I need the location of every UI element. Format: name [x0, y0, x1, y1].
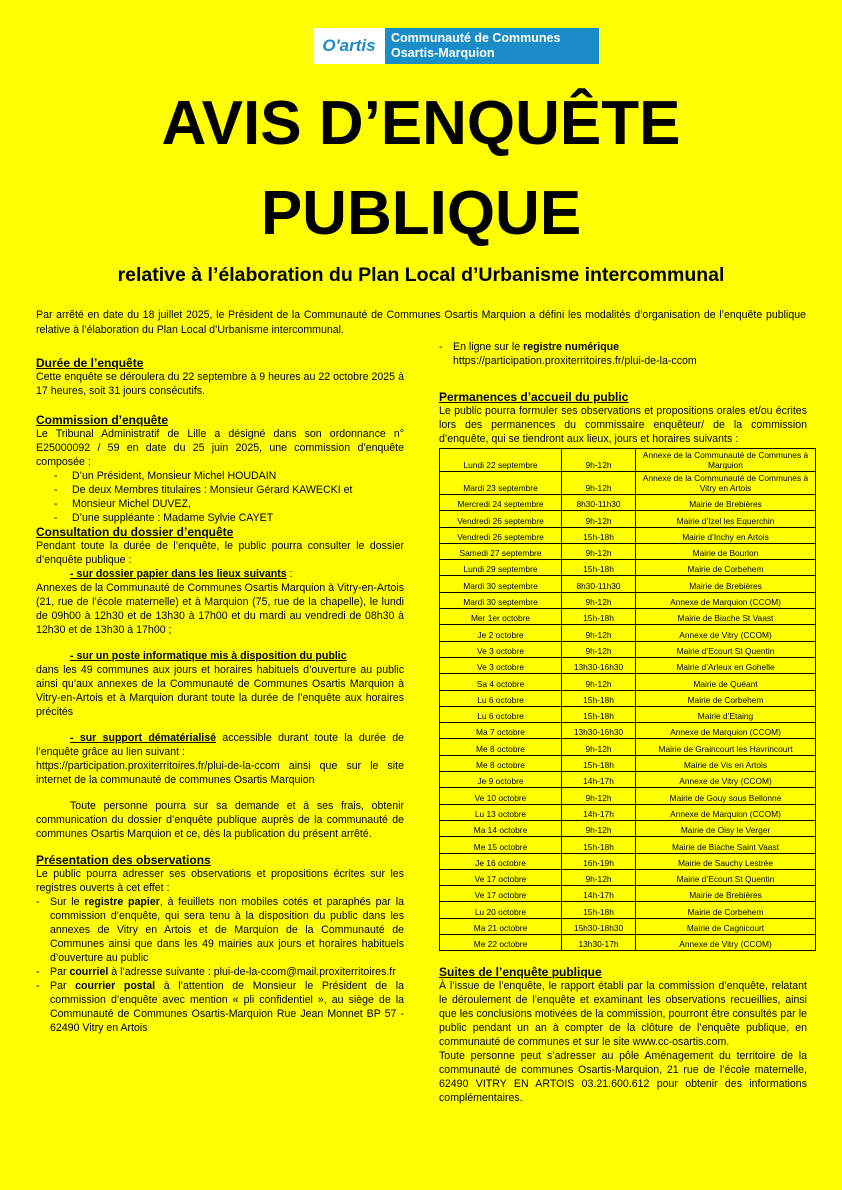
date-cell: Ve 3 octobre [440, 641, 562, 657]
logo-text [385, 31, 560, 61]
location-cell: Annexe de la Communauté de Communes à Vitry en Artois [636, 472, 816, 495]
table-row [440, 592, 816, 608]
date-cell: Samedi 27 septembre [440, 543, 562, 559]
observations-heading: Présentation des observations [36, 853, 211, 867]
hours-cell: 15h-18h [562, 560, 636, 576]
date-cell: Je 2 octobre [440, 625, 562, 641]
table-row [440, 690, 816, 706]
hours-cell: 9h-12h [562, 674, 636, 690]
logo-mark: O'artis [313, 28, 385, 64]
date-cell: Sa 4 octobre [440, 674, 562, 690]
registre-link[interactable]: https://participation.proxiterritoires.fr/plui-de-la-ccom [453, 355, 697, 367]
location-cell: Mairie de Oisy le Verger [636, 820, 816, 836]
member-item: - De deux Membres titulaires : Monsieur Gérard KAWECKI et [36, 483, 404, 497]
location-cell: Mairie de Cagnicourt [636, 918, 816, 934]
date-cell: Mercredi 24 septembre [440, 495, 562, 511]
consultation-heading: Consultation du dossier d’enquête [36, 525, 234, 539]
hours-cell: 15h30-18h30 [562, 918, 636, 934]
hours-cell: 14h-17h [562, 886, 636, 902]
paper-label: - sur dossier papier dans les lieux suivants [70, 568, 287, 580]
location-cell: Mairie de Gouy sous Bellonne [636, 788, 816, 804]
date-cell: Ve 10 octobre [440, 788, 562, 804]
hours-cell: 9h-12h [562, 641, 636, 657]
table-row [440, 772, 816, 788]
table-row [440, 657, 816, 673]
date-cell: Ve 3 octobre [440, 657, 562, 673]
location-cell: Mairie de Brebières [636, 576, 816, 592]
hours-cell: 9h-12h [562, 449, 636, 472]
date-cell: Me 22 octobre [440, 935, 562, 951]
location-cell: Mairie de Quéant [636, 674, 816, 690]
date-cell: Me 8 octobre [440, 755, 562, 771]
location-cell: Mairie de Biache Saint Vaast [636, 837, 816, 853]
suites-heading: Suites de l’enquête publique [439, 965, 602, 980]
table-row [440, 472, 816, 495]
observation-item-email: - Par courriel à l’adresse suivante : plui-de-la-ccom@mail.proxiterritoires.fr [36, 965, 404, 979]
hours-cell: 13h30-16h30 [562, 723, 636, 739]
hours-cell: 14h-17h [562, 772, 636, 788]
table-row [440, 723, 816, 739]
date-cell: Ve 17 octobre [440, 869, 562, 885]
hours-cell: 16h-19h [562, 853, 636, 869]
hours-cell: 9h-12h [562, 820, 636, 836]
table-row [440, 837, 816, 853]
location-cell: Mairie d’Inchy en Artois [636, 527, 816, 543]
location-cell: Annexe de Marquion (CCOM) [636, 804, 816, 820]
dema-label: - sur support dématérialisé [70, 732, 217, 744]
table-row [440, 935, 816, 951]
dema-link[interactable]: https://participation.proxiterritoires.fr/plui-de-la-ccom ainsi que sur le site internet de la communauté de communes Osartis Marquion [36, 760, 404, 786]
table-row [440, 869, 816, 885]
suites-text2: Toute personne peut s’adresser au pôle Aménagement du territoire de la communauté de communes Osartis-Marquion, 21 rue de l’école maternelle, 62490 VITRY EN ARTOIS 03.21.600.612 pour obtenir des informations complémentaires. [439, 1050, 807, 1105]
date-cell: Je 9 octobre [440, 772, 562, 788]
location-cell: Mairie d’Izel les Equerchin [636, 511, 816, 527]
hours-cell: 9h-12h [562, 543, 636, 559]
hours-cell: 15h-18h [562, 609, 636, 625]
poste-text: dans les 49 communes aux jours et horaires habituels d’ouverture au public ainsi qu’aux annexes de la Communauté de Communes Osartis Marquion à Vitry-en-Artois et à Marquion durant toute la durée de l’enquête aux horaires précités [36, 664, 404, 718]
date-cell: Mardi 30 septembre [440, 576, 562, 592]
table-row [440, 449, 816, 472]
date-cell: Me 15 octobre [440, 837, 562, 853]
toute-personne: Toute personne pourra sur sa demande et à ses frais, obtenir communication du dossier d’enquête publique auprès de la communauté de communes Osartis Marquion et ce, dès la publication du présent arrêté. [36, 800, 404, 840]
location-cell: Annexe de Marquion (CCOM) [636, 723, 816, 739]
permanences-heading: Permanences d’accueil du public [439, 390, 629, 404]
date-cell: Ve 17 octobre [440, 886, 562, 902]
hours-cell: 15h-18h [562, 902, 636, 918]
duree-text: Cette enquête se déroulera du 22 septembre à 9 heures au 22 octobre 2025 à 17 heures, soit 31 jours consécutifs. [36, 371, 404, 397]
hours-cell: 15h-18h [562, 755, 636, 771]
date-cell: Lundi 29 septembre [440, 560, 562, 576]
table-row [440, 576, 816, 592]
date-cell: Ma 21 octobre [440, 918, 562, 934]
table-row [440, 755, 816, 771]
table-row [440, 706, 816, 722]
poste-label: - sur un poste informatique mis à disposition du public [70, 650, 347, 662]
table-row [440, 641, 816, 657]
location-cell: Mairie de Sauchy Lestrée [636, 853, 816, 869]
logo-line2: Osartis-Marquion [391, 46, 495, 60]
table-row [440, 788, 816, 804]
date-cell: Lu 13 octobre [440, 804, 562, 820]
location-cell: Mairie de Brebières [636, 886, 816, 902]
location-cell: Annexe de la Communauté de Communes à Marquion [636, 449, 816, 472]
hours-cell: 8h30-11h30 [562, 495, 636, 511]
date-cell: Vendredi 26 septembre [440, 511, 562, 527]
logo [313, 28, 599, 64]
hours-cell: 15h-18h [562, 706, 636, 722]
table-row [440, 511, 816, 527]
date-cell: Je 16 octobre [440, 853, 562, 869]
permanences-table [439, 448, 816, 951]
location-cell: Mairie de Brebières [636, 495, 816, 511]
table-row [440, 543, 816, 559]
location-cell: Annexe de Vitry (CCOM) [636, 772, 816, 788]
table-row [440, 804, 816, 820]
table-row [440, 853, 816, 869]
paper-text: Annexes de la Communauté de Communes Osartis Marquion à Vitry-en-Artois (21, rue de l’école maternelle) et à Marquion (75, rue de la chapelle), le lundi de 09h00 à 12h30 et de 13h30 à 17h00 et du mardi au vendredi de 08h30 à 12h30 et de 13h30 à 17h00 ; [36, 582, 404, 636]
table-row [440, 495, 816, 511]
dema-text: accessible durant toute la durée de l’enquête grâce au lien suivant : [36, 732, 404, 758]
location-cell: Mairie de Corbehem [636, 560, 816, 576]
member-item: - D’une suppléante : Madame Sylvie CAYET [36, 511, 404, 525]
duree-heading: Durée de l’enquête [36, 356, 144, 370]
date-cell: Vendredi 26 septembre [440, 527, 562, 543]
location-cell: Mairie de Corbehem [636, 902, 816, 918]
observations-list [36, 895, 404, 1035]
commission-text: Le Tribunal Administratif de Lille a désigné dans son ordonnance n° E25000092 / 59 en date du 25 juin 2025, une commission d’enquête composée : [36, 428, 404, 468]
hours-cell: 14h-17h [562, 804, 636, 820]
date-cell: Me 8 octobre [440, 739, 562, 755]
member-item: - D’un Président, Monsieur Michel HOUDAIN [36, 469, 404, 483]
location-cell: Mairie de Corbehem [636, 690, 816, 706]
hours-cell: 13h30-17h [562, 935, 636, 951]
commission-members [36, 469, 404, 525]
table-row [440, 820, 816, 836]
date-cell: Mer 1er octobre [440, 609, 562, 625]
date-cell: Ma 14 octobre [440, 820, 562, 836]
registre-list [439, 340, 807, 368]
page-title-line2: PUBLIQUE [260, 179, 582, 248]
date-cell: Lu 20 octobre [440, 902, 562, 918]
location-cell: Mairie d’Etaing [636, 706, 816, 722]
hours-cell: 9h-12h [562, 788, 636, 804]
suites-text1: À l’issue de l’enquête, le rapport établi par la commission d’enquête, relatant le déroulement de l’enquête et examinant les observations recueillies, ainsi que les conclusions motivées de la commission, pourront être consultés par le public pendant un an à compter de la clôture de l’enquête publique, en communauté de communes et sur le site www.cc-osartis.com. [439, 980, 807, 1049]
hours-cell: 9h-12h [562, 739, 636, 755]
table-row [440, 902, 816, 918]
date-cell: Ma 7 octobre [440, 723, 562, 739]
location-cell: Annexe de Vitry (CCOM) [636, 935, 816, 951]
hours-cell: 15h-18h [562, 527, 636, 543]
observation-item-post: - Par courrier postal à l’attention de Monsieur le Président de la commission d’enquête avec mention « pli confidentiel », au siège de la Communauté de Communes Osartis-Marquion Rue Jean Monnet BP 57 - 62490 Vitry en Artois [36, 979, 404, 1035]
commission-heading: Commission d’enquête [36, 413, 169, 427]
page-title-line1: AVIS D’ENQUÊTE [161, 89, 681, 158]
hours-cell: 15h-18h [562, 837, 636, 853]
table-row [440, 739, 816, 755]
hours-cell: 8h30-11h30 [562, 576, 636, 592]
date-cell: Lu 6 octobre [440, 706, 562, 722]
logo-line1: Communauté de Communes [391, 31, 561, 45]
left-column: Durée de l’enquête Cette enquête se déroulera du 22 septembre à 9 heures au 22 octobre 2025 à 17 heures, soit 31 jours consécutifs. Commission d’enquête Le Tribunal Administratif de Lille a désigné dans son ordonnance n° E25000092 / 59 en date du 25 juin 2025, une commission d’enquête composée : - D’un Président, Monsieur Michel HOUDAIN - De deux Membres titulaires : Monsieur Gérard KAWECKI et - Monsieur Michel DUVEZ, - D’une suppléante : Madame Sylvie CAYET Consultation du dossier d’enquête Pendant toute la durée de l’enquête, le public pourra consulter le dossier d’enquête publique : - sur dossier papier dans les lieux suivants : Annexes de la Communauté de Communes Osartis Marquion à Vitry-en-Artois (21, rue de l’école maternelle) et à Marquion (75, rue de la chapelle), le lundi de 09h00 à 12h30 et de 13h30 à 17h00 et du mardi au vendredi de 08h30 à 12h30 et de 13h30 à 17h00 ; - sur un poste informatique mis à disposition du public dans les 49 communes aux jours et horaires habituels d’ouverture au public ainsi qu’aux annexes de la Communauté de Communes Osartis Marquion à Vitry-en-Artois et à Marquion durant toute la durée de l’enquête aux horaires précités - sur support dématérialisé accessible durant toute la durée de l’enquête grâce au lien suivant : https://participation.proxiterritoires.fr/plui-de-la-ccom ainsi que sur le site internet de la communauté de communes Osartis Marquion Toute personne pourra sur sa demande et à ses frais, obtenir communication du dossier d’enquête publique auprès de la communauté de communes Osartis Marquion et ce, dès la publication du présent arrêté. Présentation des observations Le public pourra adresser ses observations et propositions écrites sur les registres ouverts à cet effet : - Sur le registre papier, à feuillets non mobiles cotés et paraphés par la commission d’enquête, qui sera tenu à la disposition du public dans les annexes de Vitry en Artois et de Marquion de la Communauté de Communes ainsi que dans les 49 mairies aux jours et horaires habituels d’ouverture au public - Par courriel à l’adresse suivante : plui-de-la-ccom@mail.proxiterritoires.fr - Par courrier postal à l’attention de Monsieur le Président de la commission d’enquête avec mention « pli confidentiel », au siège de la Communauté de Communes Osartis-Marquion Rue Jean Monnet BP 57 - 62490 Vitry en Artois [36, 356, 404, 1035]
location-cell: Mairie d’Arleux en Gohelle [636, 657, 816, 673]
location-cell: Mairie d’Ecourt St Quentin [636, 869, 816, 885]
table-row [440, 560, 816, 576]
hours-cell: 9h-12h [562, 625, 636, 641]
table-row [440, 527, 816, 543]
date-cell: Lu 6 octobre [440, 690, 562, 706]
member-item: - Monsieur Michel DUVEZ, [36, 497, 404, 511]
location-cell: Mairie de Bourlon [636, 543, 816, 559]
observations-intro: Le public pourra adresser ses observations et propositions écrites sur les registres ouverts à cet effet : [36, 868, 404, 894]
table-row [440, 918, 816, 934]
hours-cell: 15h-18h [562, 690, 636, 706]
registre-item: - En ligne sur le registre numérique https://participation.proxiterritoires.fr/plui-de-la-ccom [439, 340, 807, 368]
location-cell: Annexe de Marquion (CCOM) [636, 592, 816, 608]
location-cell: Mairie de Vis en Artois [636, 755, 816, 771]
hours-cell: 9h-12h [562, 472, 636, 495]
hours-cell: 9h-12h [562, 592, 636, 608]
hours-cell: 13h30-16h30 [562, 657, 636, 673]
location-cell: Mairie de Biache St Vaast [636, 609, 816, 625]
permanences-intro: Le public pourra formuler ses observations et propositions orales et/ou écrites lors des permanences du commissaire enquêteur/ de la commission d’enquête, qui se tiendront aux lieux, jours et horaires suivants : [439, 405, 807, 445]
table-row [440, 886, 816, 902]
location-cell: Annexe de Vitry (CCOM) [636, 625, 816, 641]
date-cell: Mardi 23 septembre [440, 472, 562, 495]
table-row [440, 625, 816, 641]
date-cell: Mardi 30 septembre [440, 592, 562, 608]
location-cell: Mairie d’Ecourt St Quentin [636, 641, 816, 657]
consultation-intro: Pendant toute la durée de l’enquête, le public pourra consulter le dossier d’enquête publique : [36, 540, 404, 566]
right-column [439, 340, 807, 1105]
table-row [440, 609, 816, 625]
hours-cell: 9h-12h [562, 869, 636, 885]
intro-paragraph: Par arrêté en date du 18 juillet 2025, le Président de la Communauté de Communes Osartis Marquion a défini les modalités d’organisation de l’enquête publique relative à l’élaboration du Plan Local d’Urbanisme intercommunal. [36, 309, 806, 336]
table-row [440, 674, 816, 690]
location-cell: Mairie de Graincourt les Havrincourt [636, 739, 816, 755]
hours-cell: 9h-12h [562, 511, 636, 527]
page-subtitle: relative à l’élaboration du Plan Local d’Urbanisme intercommunal [117, 264, 725, 286]
observation-item-paper: - Sur le registre papier, à feuillets non mobiles cotés et paraphés par la commission d’enquête, qui sera tenu à la disposition du public dans les annexes de Vitry en Artois et de Marquion de la Communauté de Communes ainsi que dans les 49 mairies aux jours et horaires habituels d’ouverture au public [36, 895, 404, 965]
date-cell: Lundi 22 septembre [440, 449, 562, 472]
